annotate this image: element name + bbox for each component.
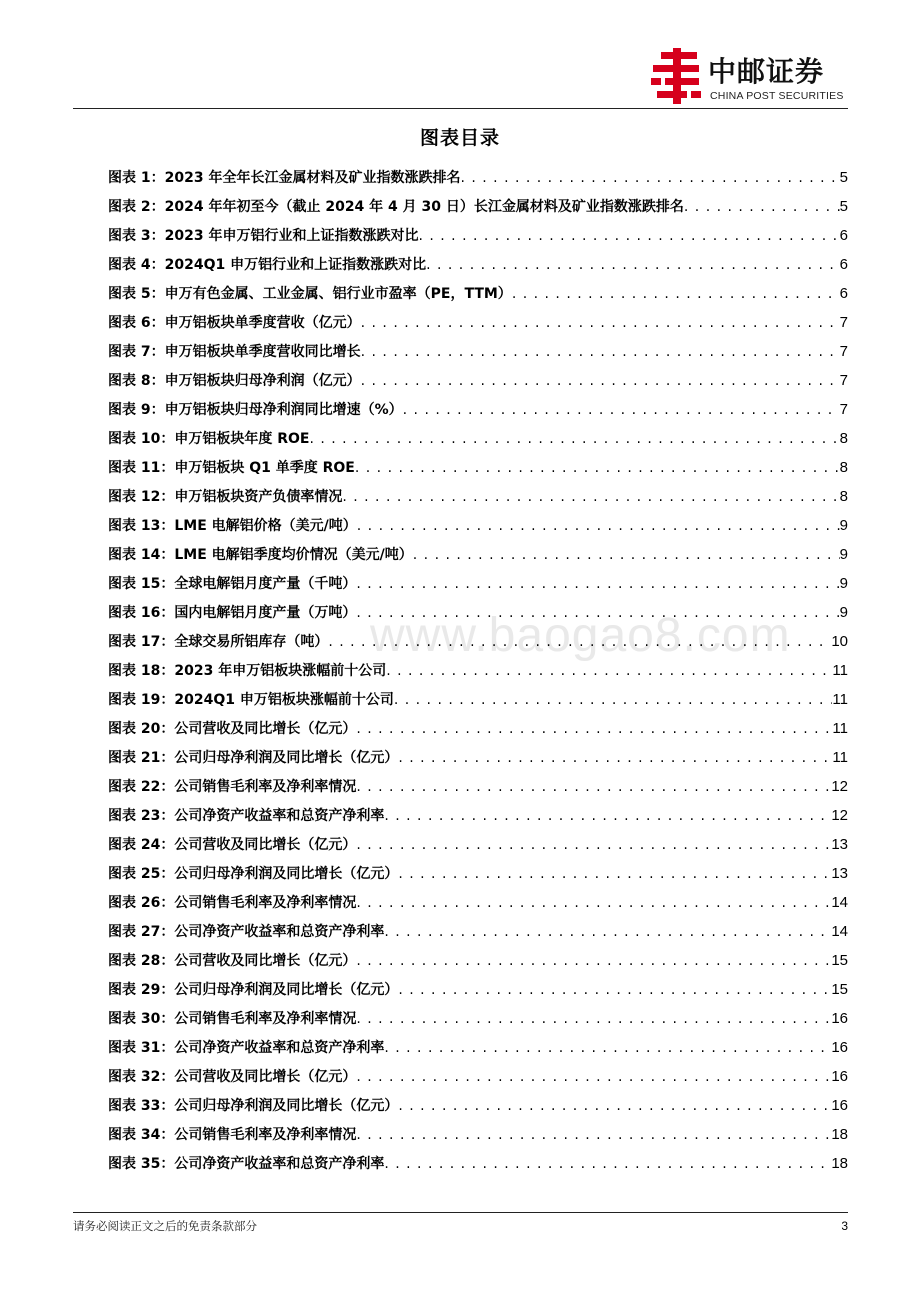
toc-entry-label: 图表 4： <box>108 257 165 273</box>
toc-entry-page: 15 <box>831 952 848 969</box>
toc-entry-page: 15 <box>831 981 848 998</box>
toc-entry-page: 16 <box>831 1039 848 1056</box>
table-of-figures <box>108 167 848 1182</box>
toc-entry-title: 公司净资产收益率和总资产净利率 <box>174 1040 385 1056</box>
toc-entry-title: 2024 年年初至今（截止 2024 年 4 月 30 日）长江金属材料及矿业指数涨跌排名 <box>164 199 684 215</box>
toc-dot-leader <box>356 892 831 914</box>
toc-entry[interactable] <box>108 718 848 747</box>
toc-entry-label: 图表 21： <box>108 750 175 766</box>
toc-dot-leader <box>398 1095 831 1117</box>
toc-dot-leader <box>403 399 840 421</box>
toc-dot-leader <box>356 602 839 624</box>
toc-entry-page: 16 <box>831 1010 848 1027</box>
toc-entry-title: 公司销售毛利率及净利率情况 <box>174 1127 357 1143</box>
toc-entry-label: 图表 14： <box>108 547 175 563</box>
toc-entry[interactable] <box>108 602 848 631</box>
toc-entry-page: 6 <box>839 227 848 244</box>
toc-dot-leader <box>460 167 839 189</box>
toc-dot-leader <box>309 428 839 450</box>
toc-dot-leader <box>684 196 840 218</box>
toc-dot-leader <box>356 1066 831 1088</box>
toc-dot-leader <box>398 979 831 1001</box>
toc-entry-page: 14 <box>831 894 848 911</box>
toc-entry[interactable] <box>108 428 848 457</box>
page-number: 3 <box>841 1219 848 1233</box>
toc-entry-title: 国内电解铝月度产量（万吨） <box>174 605 357 621</box>
toc-entry[interactable] <box>108 196 848 225</box>
page-header <box>0 0 920 110</box>
toc-dot-leader <box>356 1008 831 1030</box>
toc-entry-page: 8 <box>839 488 848 505</box>
toc-entry-page: 8 <box>839 459 848 476</box>
toc-entry-page: 9 <box>839 604 848 621</box>
toc-entry[interactable] <box>108 747 848 776</box>
toc-entry-page: 11 <box>832 720 848 737</box>
toc-dot-leader <box>361 370 840 392</box>
toc-entry-title: 全球交易所铝库存（吨） <box>174 634 329 650</box>
toc-dot-leader <box>361 312 840 334</box>
china-post-logo-icon <box>651 48 703 104</box>
toc-entry[interactable] <box>108 515 848 544</box>
toc-entry-label: 图表 11： <box>108 460 175 476</box>
toc-entry[interactable] <box>108 573 848 602</box>
footer-divider <box>73 1212 848 1213</box>
toc-entry-title: 申万铝板块 Q1 单季度 ROE <box>174 460 355 476</box>
toc-entry-label: 图表 10： <box>108 431 175 447</box>
toc-entry-page: 7 <box>839 372 848 389</box>
toc-entry-title: 2024Q1 申万铝行业和上证指数涨跌对比 <box>164 257 427 273</box>
toc-entry[interactable] <box>108 486 848 515</box>
toc-dot-leader <box>512 283 840 305</box>
toc-entry-title: 公司营收及同比增长（亿元） <box>174 721 357 737</box>
toc-dot-leader <box>356 950 831 972</box>
toc-entry-title: 公司净资产收益率和总资产净利率 <box>174 808 385 824</box>
toc-entry-label: 图表 28： <box>108 953 175 969</box>
toc-entry-title: 公司营收及同比增长（亿元） <box>174 837 357 853</box>
toc-entry-title: 公司销售毛利率及净利率情况 <box>174 779 357 795</box>
toc-entry-label: 图表 3： <box>108 228 165 244</box>
toc-dot-leader <box>355 457 840 479</box>
toc-entry-label: 图表 5： <box>108 286 165 302</box>
toc-entry-page: 10 <box>831 633 848 650</box>
toc-entry-title: 2023 年申万铝行业和上证指数涨跌对比 <box>164 228 419 244</box>
toc-entry-page: 11 <box>832 662 848 679</box>
toc-dot-leader <box>384 921 831 943</box>
toc-entry-label: 图表 17： <box>108 634 175 650</box>
toc-entry[interactable] <box>108 689 848 718</box>
toc-entry-page: 5 <box>839 169 848 186</box>
toc-entry-page: 11 <box>832 691 848 708</box>
toc-dot-leader <box>398 747 832 769</box>
toc-dot-leader <box>413 544 840 566</box>
toc-entry-title: 2023 年全年长江金属材料及矿业指数涨跌排名 <box>164 170 461 186</box>
toc-dot-leader <box>394 689 833 711</box>
toc-entry-title: 公司营收及同比增长（亿元） <box>174 953 357 969</box>
toc-entry[interactable] <box>108 1153 848 1182</box>
toc-dot-leader <box>328 631 831 653</box>
toc-dot-leader <box>357 515 840 537</box>
toc-entry-label: 图表 32： <box>108 1069 175 1085</box>
toc-entry[interactable] <box>108 254 848 283</box>
toc-dot-leader <box>426 254 840 276</box>
toc-entry[interactable] <box>108 979 848 1008</box>
toc-dot-leader <box>398 863 831 885</box>
toc-entry-label: 图表 23： <box>108 808 175 824</box>
toc-entry[interactable] <box>108 1124 848 1153</box>
toc-entry-page: 5 <box>839 198 848 215</box>
toc-entry[interactable] <box>108 805 848 834</box>
toc-entry-page: 16 <box>831 1068 848 1085</box>
page-title: 图表目录 <box>419 127 500 149</box>
toc-entry-title: 公司销售毛利率及净利率情况 <box>174 895 357 911</box>
toc-entry-label: 图表 8： <box>108 373 165 389</box>
toc-entry[interactable] <box>108 399 848 428</box>
toc-entry[interactable] <box>108 631 848 660</box>
toc-entry-label: 图表 2： <box>108 199 165 215</box>
toc-entry-title: 2023 年申万铝板块涨幅前十公司 <box>174 663 387 679</box>
toc-entry-page: 6 <box>839 256 848 273</box>
toc-entry-title: 公司净资产收益率和总资产净利率 <box>174 924 385 940</box>
toc-entry[interactable] <box>108 892 848 921</box>
toc-entry-label: 图表 6： <box>108 315 165 331</box>
toc-entry-title: 2024Q1 申万铝板块涨幅前十公司 <box>174 692 394 708</box>
toc-entry-title: 公司归母净利润及同比增长（亿元） <box>174 750 399 766</box>
toc-entry-label: 图表 29： <box>108 982 175 998</box>
toc-entry-page: 13 <box>831 836 848 853</box>
toc-dot-leader <box>386 660 832 682</box>
toc-dot-leader <box>356 573 839 595</box>
toc-dot-leader <box>356 1124 831 1146</box>
toc-entry-page: 14 <box>831 923 848 940</box>
watermark: www.baogao8.com <box>370 609 791 662</box>
toc-dot-leader <box>356 834 831 856</box>
toc-entry-label: 图表 18： <box>108 663 175 679</box>
toc-entry[interactable] <box>108 950 848 979</box>
toc-entry-title: 申万铝板块年度 ROE <box>174 431 310 447</box>
toc-dot-leader <box>384 805 831 827</box>
toc-dot-leader <box>384 1153 831 1175</box>
brand-name-en: CHINA POST SECURITIES <box>710 90 844 102</box>
toc-entry[interactable] <box>108 1037 848 1066</box>
toc-entry-page: 8 <box>839 430 848 447</box>
toc-entry-page: 7 <box>839 314 848 331</box>
toc-entry-page: 16 <box>831 1097 848 1114</box>
toc-entry-label: 图表 25： <box>108 866 175 882</box>
toc-entry-page: 9 <box>839 575 848 592</box>
toc-entry-label: 图表 24： <box>108 837 175 853</box>
toc-entry-title: 申万有色金属、工业金属、铝行业市盈率（PE，TTM） <box>164 286 512 302</box>
toc-entry[interactable] <box>108 544 848 573</box>
toc-dot-leader <box>384 1037 831 1059</box>
toc-entry[interactable] <box>108 370 848 399</box>
toc-entry-title: LME 电解铝季度均价情况（美元/吨） <box>174 547 413 563</box>
toc-entry[interactable] <box>108 1008 848 1037</box>
toc-entry-page: 11 <box>832 749 848 766</box>
toc-entry-page: 12 <box>831 807 848 824</box>
toc-entry[interactable] <box>108 167 848 196</box>
toc-entry[interactable] <box>108 863 848 892</box>
toc-entry-label: 图表 15： <box>108 576 175 592</box>
toc-entry-title: 申万铝板块资产负债率情况 <box>174 489 343 505</box>
toc-dot-leader <box>356 776 831 798</box>
toc-entry[interactable] <box>108 457 848 486</box>
toc-entry-title: 公司营收及同比增长（亿元） <box>174 1069 357 1085</box>
toc-entry-page: 7 <box>839 401 848 418</box>
toc-entry-title: 公司归母净利润及同比增长（亿元） <box>174 1098 399 1114</box>
toc-entry-page: 18 <box>831 1126 848 1143</box>
toc-entry-label: 图表 31： <box>108 1040 175 1056</box>
toc-entry-title: 申万铝板块单季度营收（亿元） <box>164 315 361 331</box>
toc-entry-label: 图表 7： <box>108 344 165 360</box>
toc-entry-label: 图表 30： <box>108 1011 175 1027</box>
toc-entry-label: 图表 35： <box>108 1156 175 1172</box>
toc-entry[interactable] <box>108 834 848 863</box>
toc-entry[interactable] <box>108 283 848 312</box>
toc-entry-label: 图表 26： <box>108 895 175 911</box>
toc-entry-label: 图表 20： <box>108 721 175 737</box>
toc-entry-page: 18 <box>831 1155 848 1172</box>
toc-entry-title: 全球电解铝月度产量（千吨） <box>174 576 357 592</box>
toc-entry-title: 申万铝板块归母净利润同比增速（%） <box>164 402 403 418</box>
toc-dot-leader <box>361 341 840 363</box>
toc-entry-label: 图表 19： <box>108 692 175 708</box>
toc-entry-label: 图表 33： <box>108 1098 175 1114</box>
toc-entry[interactable] <box>108 341 848 370</box>
toc-entry[interactable] <box>108 312 848 341</box>
toc-entry-label: 图表 27： <box>108 924 175 940</box>
toc-entry-label: 图表 1： <box>108 170 165 186</box>
toc-entry-label: 图表 9： <box>108 402 165 418</box>
toc-entry-title: LME 电解铝价格（美元/吨） <box>174 518 357 534</box>
toc-entry-title: 公司归母净利润及同比增长（亿元） <box>174 982 399 998</box>
toc-entry[interactable] <box>108 921 848 950</box>
toc-entry-label: 图表 34： <box>108 1127 175 1143</box>
toc-entry-page: 13 <box>831 865 848 882</box>
toc-dot-leader <box>356 718 832 740</box>
toc-dot-leader <box>342 486 839 508</box>
toc-entry[interactable] <box>108 660 848 689</box>
toc-entry-title: 公司净资产收益率和总资产净利率 <box>174 1156 385 1172</box>
toc-entry-page: 6 <box>839 285 848 302</box>
toc-entry[interactable] <box>108 1095 848 1124</box>
toc-entry-page: 9 <box>839 517 848 534</box>
footer-disclaimer: 请务必阅读正文之后的免责条款部分 <box>73 1219 257 1233</box>
toc-dot-leader <box>418 225 839 247</box>
header-divider <box>73 108 848 109</box>
brand-name-cn: 中邮证券 <box>708 55 825 88</box>
toc-entry[interactable] <box>108 1066 848 1095</box>
toc-entry-label: 图表 12： <box>108 489 175 505</box>
toc-entry-label: 图表 16： <box>108 605 175 621</box>
toc-entry-page: 9 <box>839 546 848 563</box>
toc-entry-title: 公司销售毛利率及净利率情况 <box>174 1011 357 1027</box>
toc-entry-label: 图表 22： <box>108 779 175 795</box>
toc-entry-label: 图表 13： <box>108 518 175 534</box>
toc-entry-title: 申万铝板块单季度营收同比增长 <box>164 344 361 360</box>
toc-entry-title: 公司归母净利润及同比增长（亿元） <box>174 866 399 882</box>
toc-entry-title: 申万铝板块归母净利润（亿元） <box>164 373 361 389</box>
toc-entry-page: 12 <box>831 778 848 795</box>
toc-entry-page: 7 <box>839 343 848 360</box>
toc-entry[interactable] <box>108 776 848 805</box>
toc-entry[interactable] <box>108 225 848 254</box>
